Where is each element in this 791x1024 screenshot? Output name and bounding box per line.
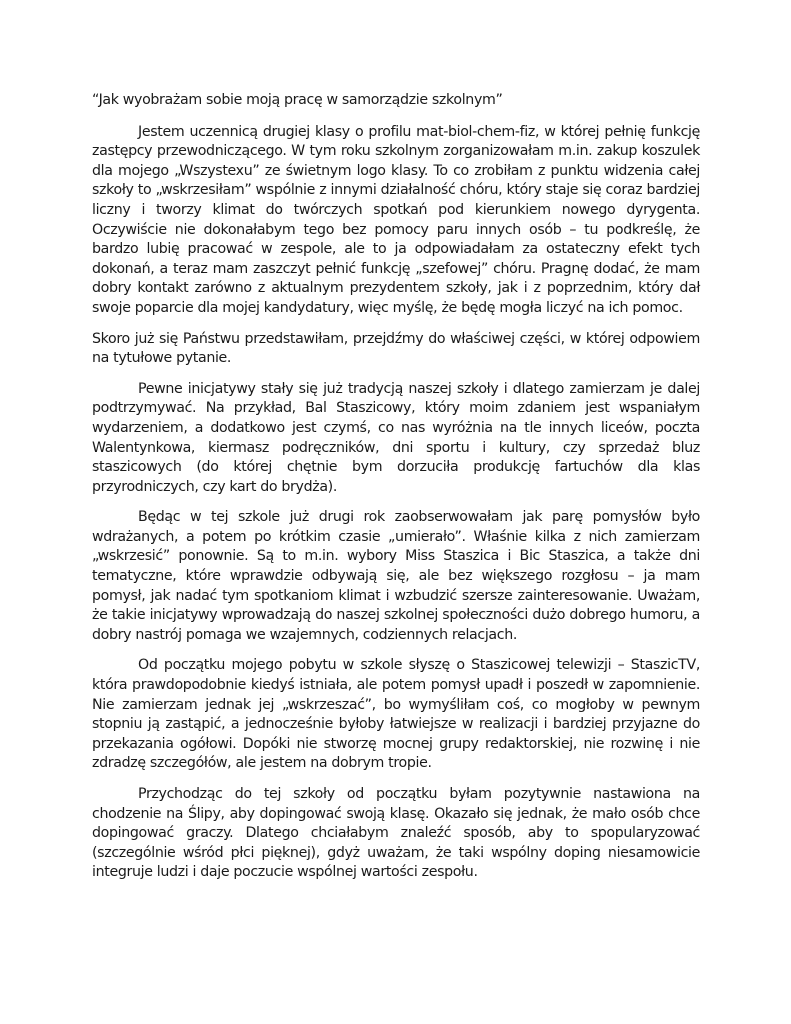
paragraph-revived-ideas: Będąc w tej szkole już drugi rok zaobserwowałam jak parę pomysłów było wdrażanych, a potem po krótkim czasie „umierało”. Właśnie kilka z nich zamierzam „wskrzesić” ponownie. Są to m.in. wybory Miss Staszica i Bic Staszica, a także dni tematyczne, które wprawdzie odbywają się, ale bez większego rozgłosu – ja mam pomysł, jak nadać tym spotkaniom klimat i wzbudzić szersze zainteresowanie. Uważam, że takie inicjatywy wprowadzają do naszej szkolnej społeczności dużo dobrego humoru, a dobry nastrój pomaga we wzajemnych, codziennych relacjach.	[92, 509, 700, 643]
document-title: “Jak wyobrażam sobie moją pracę w samorządzie szkolnym”	[92, 92, 503, 108]
document-page	[92, 91, 700, 894]
paragraph-staszic-tv: Od początku mojego pobytu w szkole słyszę o Staszicowej telewizji – StaszicTV, która prawdopodobnie kiedyś istniała, ale potem pomysł upadł i poszedł w zapomnienie. Nie zamierzam jednak jej „wskrzeszać”, bo wymyśliłam coś, co mogłoby w pewnym stopniu ją zastąpić, a jednocześnie byłoby łatwiejsze w realizacji i bardziej przyjazne do przekazania ogółowi. Dopóki nie stworzę mocnej grupy redaktorskiej, nie rozwinę i nie zdradzę szczegółów, ale jestem na dobrym tropie.	[92, 657, 700, 772]
paragraph-transition: Skoro już się Państwu przedstawiłam, przejdźmy do właściwej części, w której odpowiem na tytułowe pytanie.	[92, 330, 700, 367]
paragraph-cheering: Przychodząc do tej szkoły od początku byłam pozytywnie nastawiona na chodzenie na Ślipy, aby dopingować swoją klasę. Okazało się jednak, że mało osób chce dopingować graczy. Dlatego chciałabym znaleźć sposób, aby to spopularyzować (szczególnie wśród płci pięknej), gdyż uważam, że taki wspólny doping niesamowicie integruje ludzi i daje poczucie wspólnej wartości zespołu.	[92, 786, 700, 881]
paragraph-traditions: Pewne inicjatywy stały się już tradycją naszej szkoły i dlatego zamierzam je dalej podtrzymywać. Na przykład, Bal Staszicowy, który moim zdaniem jest wspaniałym wydarzeniem, a dodatkowo jest czymś, co nas wyróżnia na tle innych liceów, poczta Walentynkowa, kiermasz podręczników, dni sportu i kultury, czy sprzedaż bluz staszicowych (do której chętnie bym dorzuciła produkcję fartuchów dla klas przyrodniczych, czy kart do brydża).	[92, 380, 700, 495]
paragraph-introduction: Jestem uczennicą drugiej klasy o profilu mat-biol-chem-fiz, w której pełnię funkcję zastępcy przewodniczącego. W tym roku szkolnym zorganizowałam m.in. zakup koszulek dla mojego „Wszystexu” ze świetnym logo klasy. To co zrobiłam z punktu widzenia całej szkoły to „wskrzesiłam” wspólnie z innymi działalność chóru, który staje się coraz bardziej liczny i tworzy klimat do twórczych spotkań pod kierunkiem nowego dyrygenta. Oczywiście nie dokonałabym tego bez pomocy paru innych osób – tu podkreślę, że bardzo lubię pracować w zespole, ale to ja odpowiadałam za ostateczny efekt tych dokonań, a teraz mam zaszczyt pełnić funkcję „szefowej” chóru. Pragnę dodać, że mam dobry kontakt zarówno z aktualnym prezydentem szkoły, jak i z poprzednim, który dał swoje poparcie dla mojej kandydatury, więc myślę, że będę mogła liczyć na ich pomoc.	[92, 123, 700, 316]
